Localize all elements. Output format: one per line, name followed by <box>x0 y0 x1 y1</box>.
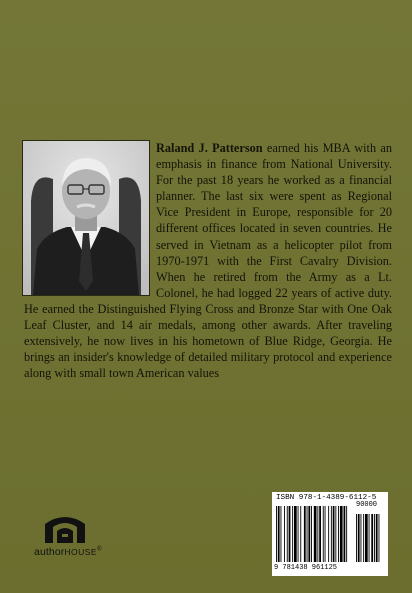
photo-spacer <box>24 140 156 300</box>
author-bio-text: earned his MBA with an emphasis in finance from National University. For the past 18 years he worked as a financial planner. The last six were spent as Regional Vice President in Europe, responsible for 20 different offices located in seven countries. He served in Vietnam as a helicopter pilot from 1970-1971 with the First Cavalry Division. When he retired from the Army as a Lt. Colonel, he had logged 22 years of active duty. He earned the Distinguished Flying Cross and Bronze Star with One Oak Leaf Cluster, and 14 air medals, among other awards. After traveling extensively, he now lives in his hometown of Blue Ridge, Georgia. He brings an insider's knowledge of detailed military protocol and experience along with small town American values <box>24 141 393 381</box>
price-code: 90000 <box>356 501 378 509</box>
publisher-name-house: HOUSE <box>64 547 98 557</box>
author-name: Raland J. Patterson <box>156 141 263 155</box>
barcode-digits: 9 781438 961125 <box>274 564 338 572</box>
barcode <box>272 492 388 576</box>
registered-mark: ® <box>97 546 102 553</box>
author-bio <box>24 140 392 381</box>
isbn-text: ISBN 978-1-4389-6112-5 <box>276 494 377 502</box>
barcode-bars <box>276 506 384 564</box>
authorhouse-logo <box>34 512 114 568</box>
publisher-name-author: author <box>34 546 65 558</box>
publisher-name <box>34 546 124 558</box>
house-logo-icon <box>42 512 88 544</box>
